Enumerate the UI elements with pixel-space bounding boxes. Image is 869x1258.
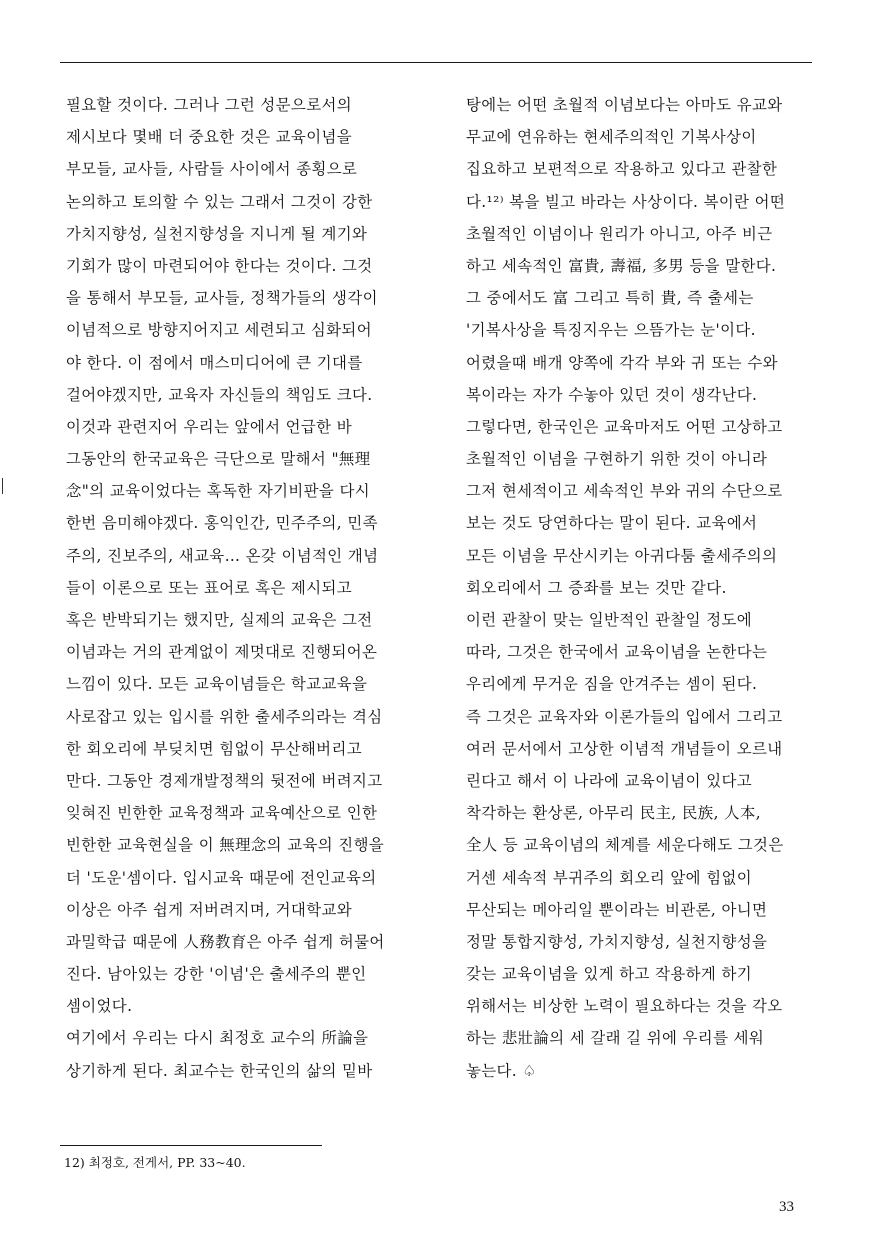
left-column-line: 그동안의 한국교육은 극단으로 말해서 "無理 [66, 450, 371, 469]
right-column-line: 어렸을때 배개 양쪽에 각각 부와 귀 또는 수와 [466, 353, 778, 372]
right-column-line: 집요하고 보편적으로 작용하고 있다고 관찰한 [466, 160, 778, 179]
right-column-line: 따라, 그것은 한국에서 교육이념을 논한다는 [466, 643, 768, 662]
left-column-line: 진다. 남아있는 강한 '이념'은 출세주의 뿐인 [66, 965, 367, 984]
left-column-line: 만다. 그동안 경제개발정책의 뒷전에 버려지고 [66, 771, 383, 790]
right-column-line: 놓는다. ♤ [466, 1061, 537, 1080]
left-column-line: 이상은 아주 쉽게 저버려지며, 거대학교와 [66, 900, 353, 919]
right-text-column [466, 89, 816, 1087]
right-column-line: 全人 등 교육이념의 체계를 세운다해도 그것은 [466, 836, 784, 855]
right-column-line: 갖는 교육이념을 있게 하고 작용하게 하기 [466, 965, 753, 984]
right-column-line: 정말 통합지향성, 가치지향성, 실천지향성을 [466, 932, 768, 951]
left-column-line: 빈한한 교육현실을 이 無理念의 교육의 진행을 [66, 836, 385, 855]
left-column-line: 셈이었다. [66, 997, 133, 1016]
left-column-line: 가치지향성, 실천지향성을 지니게 될 계기와 [66, 224, 368, 243]
right-column-line: 그 중에서도 富 그리고 특히 貴, 즉 출세는 [466, 289, 754, 308]
left-column-line: 논의하고 토의할 수 있는 그래서 그것이 강한 [66, 192, 373, 211]
left-text-column [66, 89, 421, 1087]
left-column-line: 주의, 진보주의, 새교육… 온갖 이념적인 개념 [66, 546, 379, 565]
left-column-line: 제시보다 몇배 더 중요한 것은 교육이념을 [66, 128, 353, 147]
left-column-line: 상기하게 된다. 최교수는 한국인의 삶의 밑바 [66, 1061, 373, 1080]
right-column-line: 이런 관찰이 맞는 일반적인 관찰일 정도에 [466, 611, 753, 629]
left-column-line: 잊혀진 빈한한 교육정책과 교육예산으로 인한 [66, 804, 378, 823]
left-column-line: 이념적으로 방향지어지고 세련되고 심화되어 [66, 321, 372, 340]
right-column-line: 복이라는 자가 수놓아 있던 것이 생각난다. [466, 385, 758, 404]
right-column-line: 보는 것도 당연하다는 말이 된다. 교육에서 [466, 514, 758, 533]
left-column-line: 걸어야겠지만, 교육자 자신들의 책임도 크다. [66, 385, 373, 404]
left-column-line: 느낌이 있다. 모든 교육이념들은 학교교육을 [66, 675, 368, 694]
left-column-line: 한 회오리에 부딪치면 힘없이 무산해버리고 [66, 739, 362, 758]
right-column-line: '기복사상을 특징지우는 으뜸가는 눈'이다. [466, 321, 756, 340]
left-column-line: 기회가 많이 마련되어야 한다는 것이다. 그것 [66, 256, 373, 275]
right-column-line: 린다고 해서 이 나라에 교육이념이 있다고 [466, 771, 753, 790]
right-column-line: 거센 세속적 부귀주의 회오리 앞에 힘없이 [466, 868, 753, 887]
margin-mark [2, 478, 3, 494]
right-column-line: 즉 그것은 교육자와 이론가들의 입에서 그리고 [466, 707, 783, 726]
left-column-line: 필요할 것이다. 그러나 그런 성문으로서의 [66, 96, 353, 114]
footnote: 12) 최정호, 전게서, PP. 33~40. [64, 1155, 246, 1170]
left-column-line: 혹은 반박되기는 했지만, 실제의 교육은 그전 [66, 611, 373, 629]
right-column-line: 우리에게 무거운 짐을 안겨주는 셈이 된다. [466, 675, 758, 694]
left-column-line: 念"의 교육이었다는 혹독한 자기비판을 다시 [66, 482, 370, 501]
header-rule [60, 62, 812, 63]
right-column-line: 초월적인 이념을 구현하기 위한 것이 아니라 [466, 450, 768, 469]
left-column-line: 사로잡고 있는 입시를 위한 출세주의라는 격심 [66, 707, 383, 726]
right-column-line: 하는 悲壯論의 세 갈래 길 위에 우리를 세워 [466, 1029, 765, 1048]
left-column-line: 과밀학급 때문에 人務教育은 아주 쉽게 허물어 [66, 932, 385, 951]
right-column-line: 모든 이념을 무산시키는 아귀다툼 출세주의의 [466, 546, 778, 565]
right-column-line: 여러 문서에서 고상한 이념적 개념들이 오르내 [466, 739, 783, 758]
left-column-line: 여기에서 우리는 다시 최정호 교수의 所論을 [66, 1029, 369, 1048]
left-column-line: 이념과는 거의 관계없이 제멋대로 진행되어온 [66, 643, 378, 662]
right-column-line: 그렇다면, 한국인은 교육마저도 어떤 고상하고 [466, 417, 783, 436]
right-column-line: 초월적인 이념이나 원리가 아니고, 아주 비근 [466, 224, 773, 243]
right-column-line: 무교에 연유하는 현세주의적인 기복사상이 [466, 128, 757, 147]
right-column-line: 회오리에서 그 증좌를 보는 것만 같다. [466, 578, 727, 597]
right-column-line: 하고 세속적인 富貴, 壽福, 多男 등을 말한다. [466, 256, 777, 275]
left-column-line: 한번 음미해야겠다. 홍익인간, 민주주의, 민족 [66, 514, 378, 533]
right-column-line: 착각하는 환상론, 아무리 民主, 民族, 人本, [466, 804, 762, 823]
footnote-rule [60, 1145, 322, 1146]
right-column-line: 탕에는 어떤 초월적 이념보다는 아마도 유교와 [466, 96, 783, 114]
right-column-line: 위해서는 비상한 노력이 필요하다는 것을 각오 [466, 997, 783, 1016]
left-column-line: 을 통해서 부모들, 교사들, 정책가들의 생각이 [66, 289, 378, 308]
right-column-line: 그저 현세적이고 세속적인 부와 귀의 수단으로 [466, 482, 783, 501]
left-column-line: 들이 이론으로 또는 표어로 혹은 제시되고 [66, 578, 353, 597]
left-column-line: 더 '도운'셈이다. 입시교육 때문에 전인교육의 [66, 868, 377, 887]
right-column-line: 다.¹²⁾ 복을 빌고 바라는 사상이다. 복이란 어떤 [466, 192, 786, 211]
left-column-line: 이것과 관련지어 우리는 앞에서 언급한 바 [66, 417, 353, 436]
right-column-line: 무산되는 메아리일 뿐이라는 비관론, 아니면 [466, 900, 768, 919]
left-column-line: 야 한다. 이 점에서 매스미디어에 큰 기대를 [66, 353, 363, 372]
page-number: 33 [779, 1199, 794, 1215]
left-column-line: 부모들, 교사들, 사람들 사이에서 종횡으로 [66, 160, 358, 179]
